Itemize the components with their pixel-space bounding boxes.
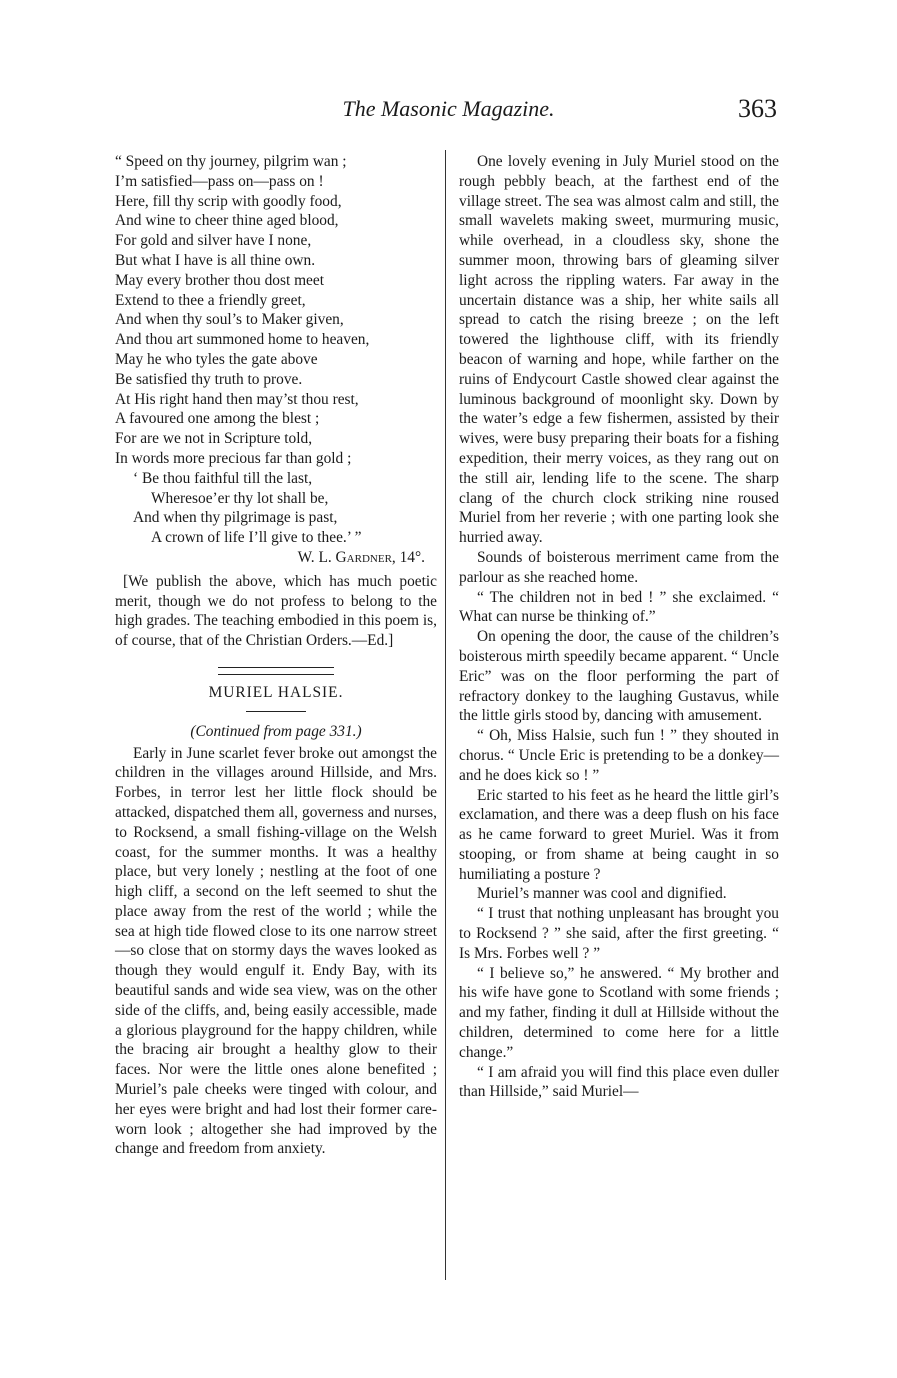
- poem-line: I’m satisfied—pass on—pass on !: [115, 172, 324, 190]
- poem-line: And thou art summoned home to heaven,: [115, 331, 370, 349]
- poem-quote-line: And when thy pilgrimage is past,: [133, 509, 338, 527]
- poem-line: Here, fill thy scrip with goodly food,: [115, 192, 342, 210]
- poem-line: In words more precious far than gold ;: [115, 449, 352, 467]
- poem-quote-line: A crown of life I’ll give to thee.’ ”: [151, 529, 362, 547]
- poem-quote-line: ‘ Be thou faithful till the last,: [133, 469, 313, 487]
- story-paragraph: Muriel’s manner was cool and dignified.: [477, 885, 727, 903]
- poem-signature: W. L. Gardner, 14°.: [297, 548, 425, 566]
- poem-line: And when thy soul’s to Maker given,: [115, 311, 344, 329]
- story-paragraph: Early in June scarlet fever broke out amongst the children in the villages around Hillside, and Mrs. Forbes, in terror lest her little flock should be attacked, dispatched them all, governess and nurses, to Rocksend, a small fishing-village on the Welsh coast, for the summer months. It was a healthy place, but very lonely ; nestling at the foot of one high cliff, a second on the left seemed to shut the place away from the rest of the world ; while the sea at high tide flowed close to its one narrow street—so close that on stormy days the waves looked as though they would engulf it. Endy Bay, with its beautiful sands and wide sea view, was on the other side of the cliffs, and, being easily accessible, made a glorious playground for the happy children, while the bracing air brought a healthy glow to their faces. Nor were the little ones alone benefited ; Muriel’s pale cheeks were tinged with colour, and her eyes were bright and had lost their former care-worn look ; altogether she had improved by the change and freedom from anxiety.: [115, 744, 437, 1158]
- poem-line: Be satisfied thy truth to prove.: [115, 370, 303, 388]
- poem-line: May he who tyles the gate above: [115, 350, 318, 368]
- page-number: 363: [738, 94, 777, 123]
- poem-line: For gold and silver have I none,: [115, 232, 312, 250]
- running-head: [0, 92, 897, 132]
- story-paragraph: “ I am afraid you will find this place even duller than Hillside,” said Muriel—: [459, 1063, 779, 1101]
- poem-line: Extend to thee a friendly greet,: [115, 291, 306, 309]
- story-paragraph: On opening the door, the cause of the children’s boisterous mirth speedily became apparent. “ Uncle Eric” was on the floor performing the part of refractory donkey to the laughing Gustavus, while the little girls stood by, dancing with amusement.: [459, 628, 779, 725]
- title-rule: [246, 711, 306, 712]
- poem-line: And wine to cheer thine aged blood,: [115, 212, 339, 230]
- poem-line: At His right hand then may’st thou rest,: [115, 390, 359, 408]
- story-paragraph: “ The children not in bed ! ” she exclaimed. “ What can nurse be thinking of.”: [459, 588, 779, 626]
- story-paragraph: Sounds of boisterous merriment came from the parlour as she reached home.: [459, 548, 779, 586]
- column-divider: [445, 150, 446, 1280]
- left-column: [115, 152, 437, 1159]
- editor-note: [We publish the above, which has much poetic merit, though we do not profess to belong to the high grades. The teaching embodied in this poem is, of course, that of the Christian Orders.—Ed.]: [115, 572, 437, 650]
- story-paragraph: Eric started to his feet as he heard the little girl’s exclamation, and there was a deep flush on his face as he came forward to greet Muriel. Was it from stooping, or from shame at being caught in so humiliating a posture ?: [459, 786, 779, 883]
- poem-line: “ Speed on thy journey, pilgrim wan ;: [115, 153, 347, 170]
- poem-line: May every brother thou dost meet: [115, 271, 324, 289]
- story-paragraph: One lovely evening in July Muriel stood on the rough pebbly beach, at the farthest end of the village street. The sea was almost calm and still, the small wavelets making sweet, murmuring music, while overhead, in a cloudless sky, shone the summer moon, throwing bars of gleaming silver light across the rippling waters. Far away in the uncertain distance was a ship, her white sails all spread to catch the rising breeze ; on the left towered the lighthouse cliff, with its friendly beacon of warning and hope, while farther on the ruins of Endycourt Castle showed clear against the luminous background of moonlight sky. Down by the water’s edge a few fishermen, assisted by their wives, were busy preparing their boats for a fishing expedition, their merry voices, as they rang out on the still air, lending life to the scene. The sharp clang of the church clock striking nine roused Muriel from her reverie ; with one parting look she hurried away.: [459, 153, 779, 547]
- poem-line: A favoured one among the blest ;: [115, 410, 320, 428]
- story-paragraph: “ I trust that nothing unpleasant has brought you to Rocksend ? ” she said, after the first greeting. “ Is Mrs. Forbes well ? ”: [459, 905, 779, 962]
- poem-quote-line: Wheresoe’er thy lot shall be,: [151, 489, 329, 507]
- right-column: [459, 152, 779, 1102]
- story-title: MURIEL HALSIE.: [208, 683, 344, 701]
- section-rule: [218, 667, 334, 675]
- poem-line: For are we not in Scripture told,: [115, 430, 313, 448]
- journal-title: The Masonic Magazine.: [342, 96, 555, 121]
- story-paragraph: “ I believe so,” he answered. “ My brother and his wife have gone to Scotland with some friends ; and my father, finding it dull at Hillside without the children, determined to come here for a little change.”: [459, 964, 779, 1061]
- continued-note: (Continued from page 331.): [190, 722, 362, 740]
- story-paragraph: “ Oh, Miss Halsie, such fun ! ” they shouted in chorus. “ Uncle Eric is pretending to be a donkey—and he does kick so ! ”: [459, 727, 779, 784]
- poem-line: But what I have is all thine own.: [115, 251, 316, 269]
- poem: [115, 152, 437, 568]
